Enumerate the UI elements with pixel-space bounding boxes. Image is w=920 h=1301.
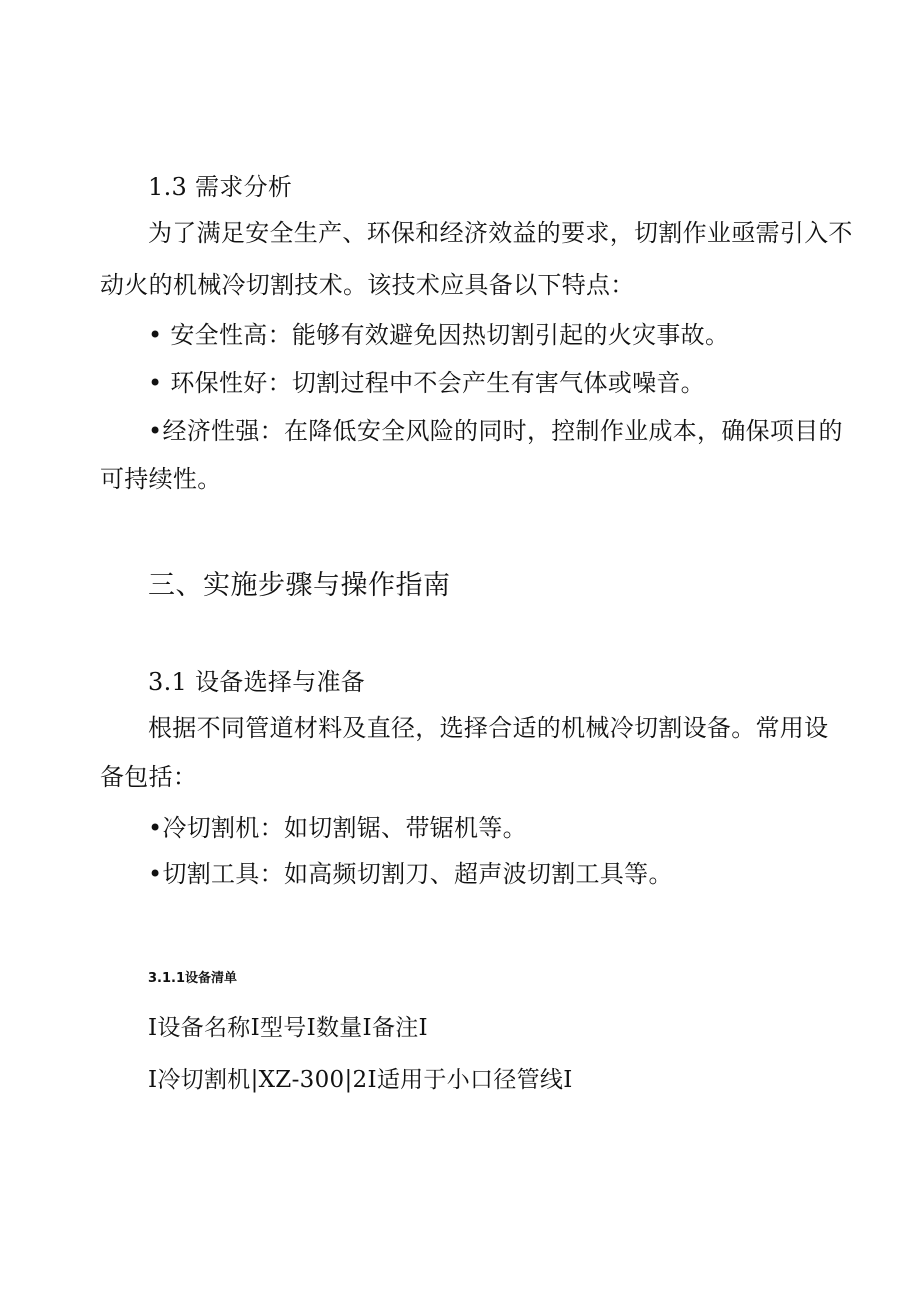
table-row: I冷切割机|XZ-300|2I适用于小口径管线I — [148, 1067, 573, 1093]
paragraph-line: 备包括： — [100, 763, 198, 791]
section-heading-3-1-1: 3.1.1设备清单 — [148, 971, 238, 986]
bullet-item: • 安全性高：能够有效避免因热切割引起的火灾事故。 — [148, 321, 730, 349]
paragraph-line: 动火的机械冷切割技术。该技术应具备以下特点： — [100, 271, 635, 299]
section-heading-1-3: 1.3 需求分析 — [148, 173, 293, 201]
table-header-row: I设备名称I型号I数量I备注I — [148, 1015, 428, 1041]
section-heading-3: 三、实施步骤与操作指南 — [148, 570, 451, 601]
bullet-item: •切割工具：如高频切割刀、超声波切割工具等。 — [148, 860, 673, 888]
bullet-item: •冷切割机：如切割锯、带锯机等。 — [148, 814, 527, 842]
paragraph-line: 为了满足安全生产、环保和经济效益的要求，切割作业亟需引入不 — [148, 219, 853, 247]
section-heading-3-1: 3.1 设备选择与准备 — [148, 668, 366, 696]
bullet-item-continuation: 可持续性。 — [100, 465, 222, 493]
bullet-item: • 环保性好：切割过程中不会产生有害气体或噪音。 — [148, 369, 705, 397]
paragraph-line: 根据不同管道材料及直径，选择合适的机械冷切割设备。常用设 — [148, 714, 829, 742]
bullet-item: •经济性强：在降低安全风险的同时，控制作业成本，确保项目的 — [148, 417, 843, 445]
